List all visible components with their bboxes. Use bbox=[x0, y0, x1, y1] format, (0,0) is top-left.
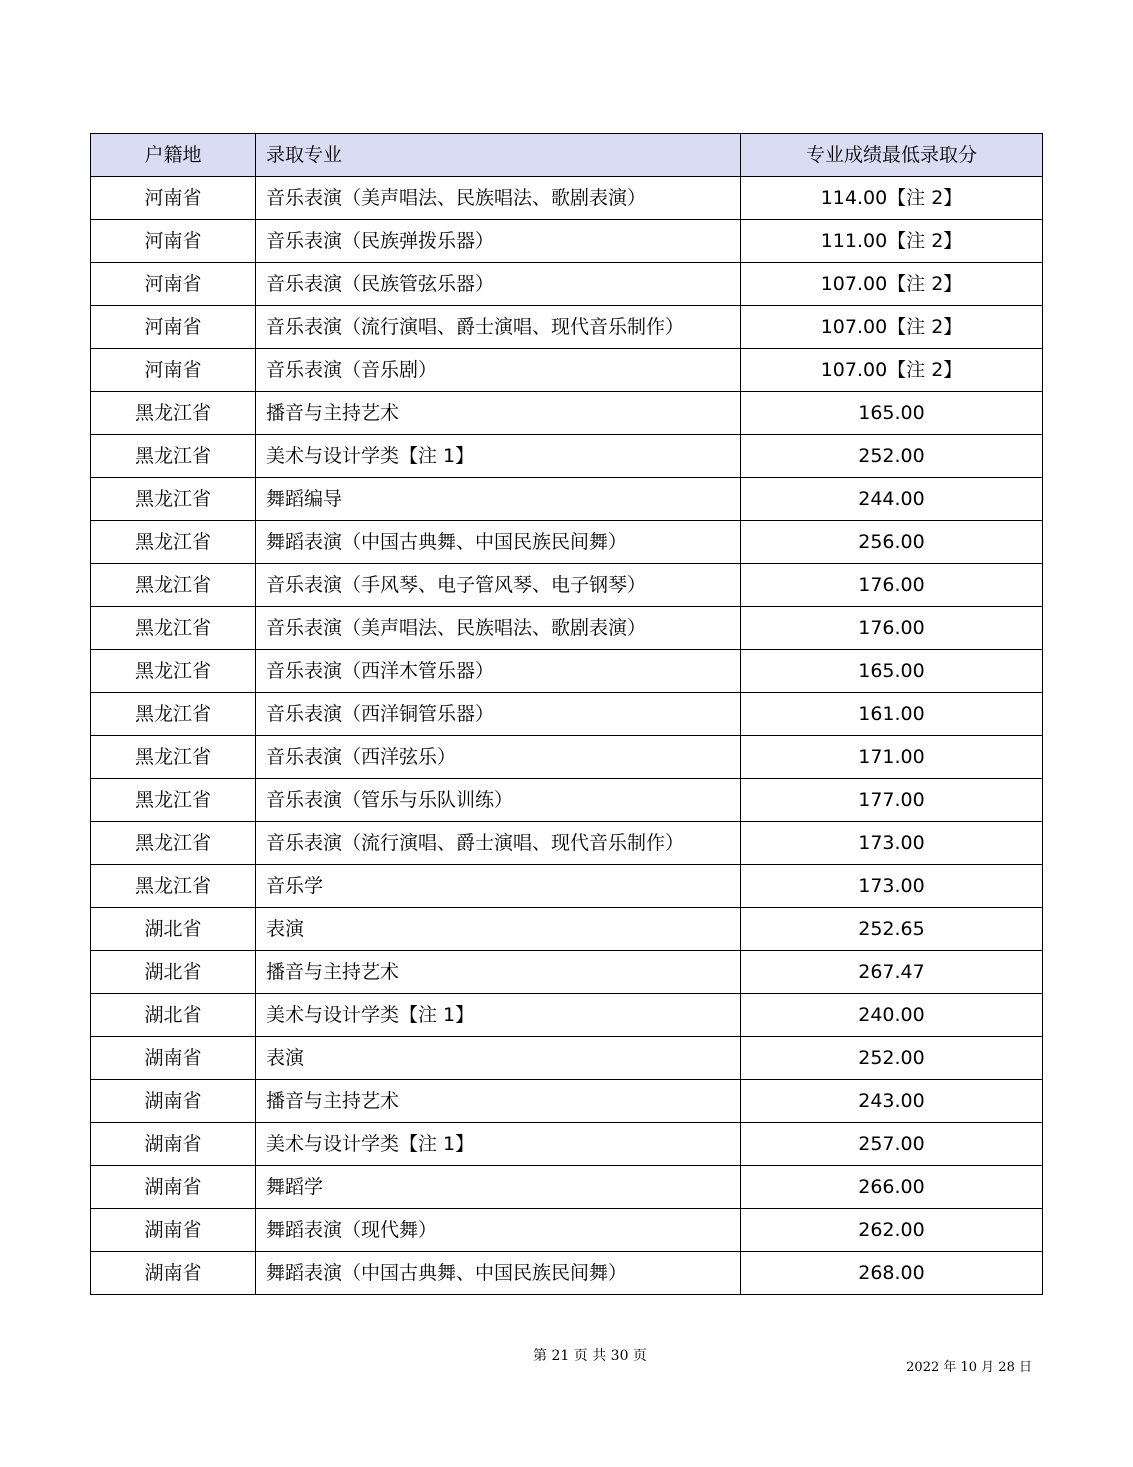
cell-major: 舞蹈学 bbox=[256, 1166, 741, 1209]
cell-region: 黑龙江省 bbox=[91, 822, 256, 865]
table-row bbox=[91, 220, 1043, 263]
cell-region: 河南省 bbox=[91, 220, 256, 263]
table-row bbox=[91, 263, 1043, 306]
header-region: 户籍地 bbox=[91, 134, 256, 177]
cell-min-score: 107.00【注 2】 bbox=[741, 349, 1043, 392]
table-row bbox=[91, 1209, 1043, 1252]
cell-min-score: 173.00 bbox=[741, 865, 1043, 908]
cell-major: 表演 bbox=[256, 1037, 741, 1080]
table-row bbox=[91, 564, 1043, 607]
cell-region: 湖北省 bbox=[91, 951, 256, 994]
cell-min-score: 107.00【注 2】 bbox=[741, 306, 1043, 349]
cell-min-score: 267.47 bbox=[741, 951, 1043, 994]
cell-major: 音乐表演（西洋木管乐器） bbox=[256, 650, 741, 693]
table-row bbox=[91, 435, 1043, 478]
cell-major: 音乐表演（手风琴、电子管风琴、电子钢琴） bbox=[256, 564, 741, 607]
cell-min-score: 107.00【注 2】 bbox=[741, 263, 1043, 306]
cell-region: 湖南省 bbox=[91, 1080, 256, 1123]
cell-major: 音乐表演（美声唱法、民族唱法、歌剧表演） bbox=[256, 607, 741, 650]
cell-region: 黑龙江省 bbox=[91, 564, 256, 607]
cell-min-score: 165.00 bbox=[741, 392, 1043, 435]
table-row bbox=[91, 736, 1043, 779]
table-row bbox=[91, 1123, 1043, 1166]
header-major: 录取专业 bbox=[256, 134, 741, 177]
cell-major: 播音与主持艺术 bbox=[256, 951, 741, 994]
cell-major: 美术与设计学类【注 1】 bbox=[256, 994, 741, 1037]
table-row bbox=[91, 1037, 1043, 1080]
cell-min-score: 176.00 bbox=[741, 564, 1043, 607]
cell-min-score: 257.00 bbox=[741, 1123, 1043, 1166]
cell-region: 黑龙江省 bbox=[91, 478, 256, 521]
cell-region: 河南省 bbox=[91, 306, 256, 349]
cell-region: 河南省 bbox=[91, 263, 256, 306]
table-row bbox=[91, 650, 1043, 693]
cell-min-score: 256.00 bbox=[741, 521, 1043, 564]
cell-region: 湖北省 bbox=[91, 908, 256, 951]
cell-min-score: 252.65 bbox=[741, 908, 1043, 951]
page-footer bbox=[0, 1346, 1133, 1375]
table-row bbox=[91, 1166, 1043, 1209]
table-row bbox=[91, 521, 1043, 564]
table-row bbox=[91, 693, 1043, 736]
cell-region: 黑龙江省 bbox=[91, 392, 256, 435]
cell-region: 黑龙江省 bbox=[91, 521, 256, 564]
table-row bbox=[91, 779, 1043, 822]
table-row bbox=[91, 822, 1043, 865]
table-row bbox=[91, 306, 1043, 349]
cell-min-score: 244.00 bbox=[741, 478, 1043, 521]
cell-major: 音乐表演（西洋铜管乐器） bbox=[256, 693, 741, 736]
table-row bbox=[91, 908, 1043, 951]
table-row bbox=[91, 607, 1043, 650]
cell-major: 音乐表演（音乐剧） bbox=[256, 349, 741, 392]
cell-major: 播音与主持艺术 bbox=[256, 392, 741, 435]
table-row bbox=[91, 994, 1043, 1037]
cell-min-score: 252.00 bbox=[741, 435, 1043, 478]
cell-major: 音乐学 bbox=[256, 865, 741, 908]
cell-region: 黑龙江省 bbox=[91, 736, 256, 779]
cell-major: 音乐表演（流行演唱、爵士演唱、现代音乐制作） bbox=[256, 306, 741, 349]
cell-min-score: 114.00【注 2】 bbox=[741, 177, 1043, 220]
table-body bbox=[91, 177, 1043, 1295]
cell-min-score: 111.00【注 2】 bbox=[741, 220, 1043, 263]
cell-min-score: 173.00 bbox=[741, 822, 1043, 865]
cell-major: 表演 bbox=[256, 908, 741, 951]
cell-major: 美术与设计学类【注 1】 bbox=[256, 1123, 741, 1166]
cell-region: 湖南省 bbox=[91, 1166, 256, 1209]
table-row bbox=[91, 865, 1043, 908]
cell-major: 音乐表演（民族弹拨乐器） bbox=[256, 220, 741, 263]
cell-region: 黑龙江省 bbox=[91, 650, 256, 693]
cell-major: 舞蹈编导 bbox=[256, 478, 741, 521]
cell-region: 湖南省 bbox=[91, 1037, 256, 1080]
cell-region: 湖南省 bbox=[91, 1123, 256, 1166]
cell-major: 舞蹈表演（中国古典舞、中国民族民间舞） bbox=[256, 1252, 741, 1295]
table-row bbox=[91, 1252, 1043, 1295]
cell-region: 黑龙江省 bbox=[91, 865, 256, 908]
document-date: 2022 年 10 月 28 日 bbox=[906, 1360, 1032, 1375]
cell-min-score: 262.00 bbox=[741, 1209, 1043, 1252]
cell-min-score: 176.00 bbox=[741, 607, 1043, 650]
cell-min-score: 240.00 bbox=[741, 994, 1043, 1037]
table-row bbox=[91, 478, 1043, 521]
page-number: 第 21 页 共 30 页 bbox=[533, 1348, 647, 1364]
cell-min-score: 161.00 bbox=[741, 693, 1043, 736]
cell-min-score: 171.00 bbox=[741, 736, 1043, 779]
table-row bbox=[91, 1080, 1043, 1123]
cell-region: 黑龙江省 bbox=[91, 693, 256, 736]
cell-major: 音乐表演（西洋弦乐） bbox=[256, 736, 741, 779]
header-min-score: 专业成绩最低录取分 bbox=[741, 134, 1043, 177]
cell-major: 音乐表演（流行演唱、爵士演唱、现代音乐制作） bbox=[256, 822, 741, 865]
table-row bbox=[91, 177, 1043, 220]
cell-min-score: 266.00 bbox=[741, 1166, 1043, 1209]
cell-major: 音乐表演（民族管弦乐器） bbox=[256, 263, 741, 306]
cell-region: 湖北省 bbox=[91, 994, 256, 1037]
table-row bbox=[91, 951, 1043, 994]
cell-min-score: 252.00 bbox=[741, 1037, 1043, 1080]
cell-major: 音乐表演（管乐与乐队训练） bbox=[256, 779, 741, 822]
cell-region: 湖南省 bbox=[91, 1209, 256, 1252]
admission-score-table bbox=[90, 133, 1043, 1295]
cell-min-score: 243.00 bbox=[741, 1080, 1043, 1123]
cell-min-score: 177.00 bbox=[741, 779, 1043, 822]
cell-min-score: 165.00 bbox=[741, 650, 1043, 693]
cell-region: 河南省 bbox=[91, 177, 256, 220]
cell-region: 黑龙江省 bbox=[91, 435, 256, 478]
cell-major: 舞蹈表演（中国古典舞、中国民族民间舞） bbox=[256, 521, 741, 564]
table-header bbox=[91, 134, 1043, 177]
cell-region: 湖南省 bbox=[91, 1252, 256, 1295]
table-row bbox=[91, 392, 1043, 435]
cell-major: 美术与设计学类【注 1】 bbox=[256, 435, 741, 478]
cell-min-score: 268.00 bbox=[741, 1252, 1043, 1295]
table-row bbox=[91, 349, 1043, 392]
cell-major: 舞蹈表演（现代舞） bbox=[256, 1209, 741, 1252]
cell-major: 音乐表演（美声唱法、民族唱法、歌剧表演） bbox=[256, 177, 741, 220]
cell-region: 河南省 bbox=[91, 349, 256, 392]
cell-major: 播音与主持艺术 bbox=[256, 1080, 741, 1123]
header-row bbox=[91, 134, 1043, 177]
cell-region: 黑龙江省 bbox=[91, 607, 256, 650]
cell-region: 黑龙江省 bbox=[91, 779, 256, 822]
